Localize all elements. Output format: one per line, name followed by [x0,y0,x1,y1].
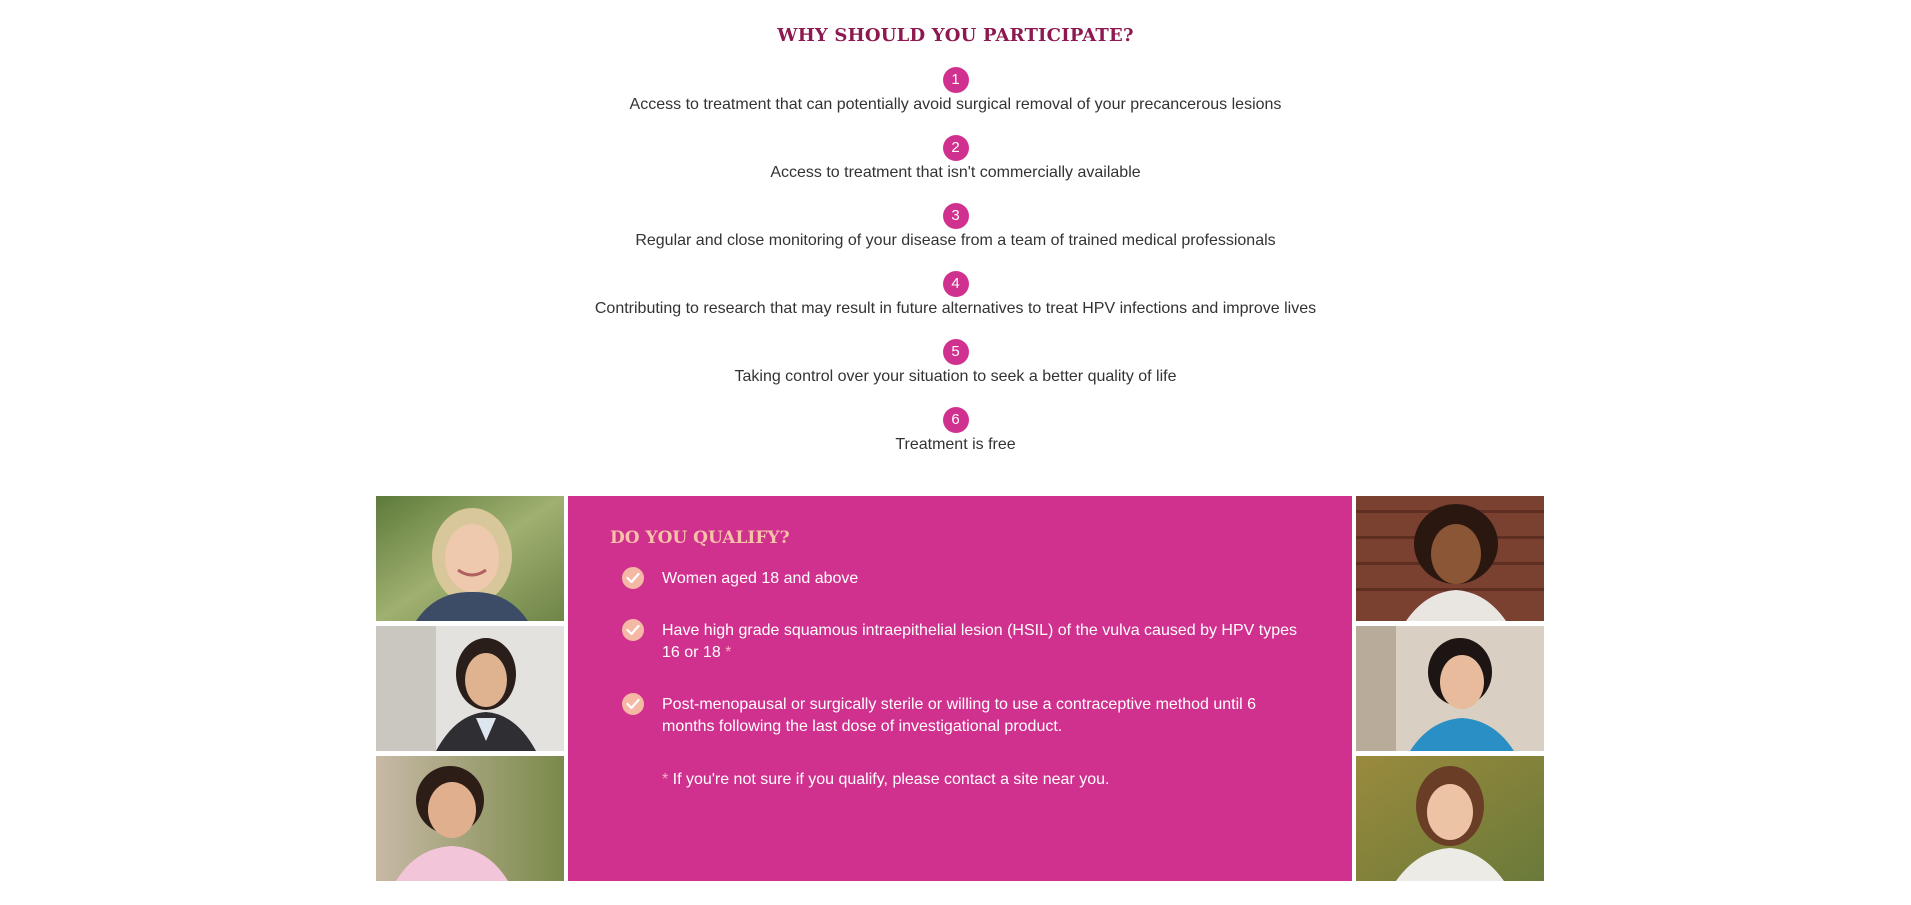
reason-text: Regular and close monitoring of your disease from a team of trained medical professionals [635,232,1276,249]
reason-number-badge: 4 [943,271,969,297]
criteria-text: Women aged 18 and above [662,570,859,587]
qualify-note: * If you're not sure if you qualify, please contact a site near you. [662,771,1110,788]
qualify-panel [568,496,1352,881]
criteria-text: Post-menopausal or surgically sterile or willing to use a contraceptive method until 6 months following the last dose of investigational product. [662,696,1257,735]
qualify-title: DO YOU QUALIFY? [610,528,790,548]
woman-photo [1356,496,1544,621]
reason-text: Taking control over your situation to seek a better quality of life [734,368,1177,385]
reason-item [0,203,1911,251]
woman-photo [1356,626,1544,751]
check-circle-icon [622,693,644,715]
qualify-band [376,496,1544,881]
reason-item [0,135,1911,183]
reason-text: Treatment is free [895,436,1016,453]
check-circle-icon [622,567,644,589]
woman-photo [376,756,564,881]
criteria-text: Have high grade squamous intraepithelial lesion (HSIL) of the vulva caused by HPV types 16 or 18 * [662,622,1298,661]
why-participate-title: WHY SHOULD YOU PARTICIPATE? [777,25,1134,46]
reason-number-badge: 5 [943,339,969,365]
reason-item [0,407,1911,455]
reason-item [0,67,1911,115]
reason-item [0,271,1911,319]
reason-text: Contributing to research that may result in future alternatives to treat HPV infections and improve lives [594,300,1317,317]
reason-text: Access to treatment that can potentially avoid surgical removal of your precancerous lesions [629,96,1282,113]
woman-photo [376,626,564,751]
reason-number-badge: 1 [943,67,969,93]
reason-text: Access to treatment that isn't commercially available [770,164,1141,181]
woman-photo [1356,756,1544,881]
reason-item [0,339,1911,387]
reason-number-badge: 2 [943,135,969,161]
reason-number-badge: 3 [943,203,969,229]
reason-number-badge: 6 [943,407,969,433]
check-circle-icon [622,619,644,641]
woman-photo [376,496,564,621]
